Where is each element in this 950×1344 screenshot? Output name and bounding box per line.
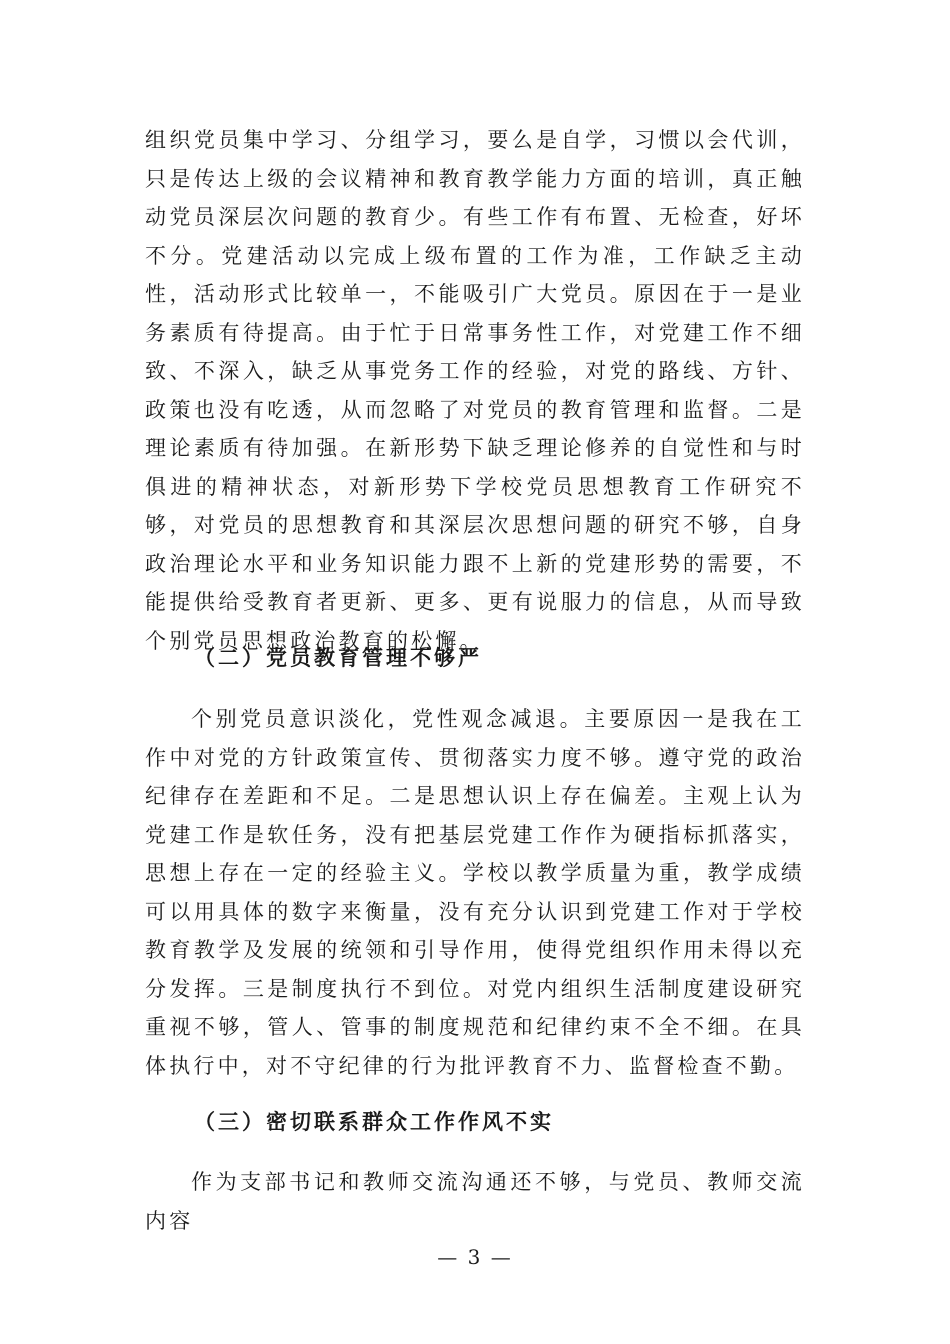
section-heading: （二）党员教育管理不够严 [194,646,482,670]
page-number: — 3 — [437,1245,513,1269]
section-heading: （三）密切联系群众工作作风不实 [194,1110,554,1134]
body-paragraph: 个别党员意识淡化，党性观念减退。主要原因一是我在工作中对党的方针政策宣传、贯彻落实力度不够。遵守党的政治纪律存在差距和不足。二是思想认识上存在偏差。主观上认为党建工作是软任务，没有把基层党建工作作为硬指标抓落实，思想上存在一定的经验主义。学校以教学质量为重，教学成绩可以用具体的数字来衡量，没有充分认识到党建工作对于学校教育教学及发展的统领和引导作用，使得党组织作用未得以充分发挥。三是制度执行不到位。对党内组织生活制度建设研究重视不够，管人、管事的制度规范和纪律约束不全不细。在具体执行中，对不守纪律的行为批评教育不力、监督检查不勤。 [145,707,805,1078]
body-paragraph: 组织党员集中学习、分组学习，要么是自学，习惯以会代训，只是传达上级的会议精神和教育教学能力方面的培训，真正触动党员深层次问题的教育少。有些工作有布置、无检查，好坏不分。党建活动以完成上级布置的工作为准，工作缺乏主动性，活动形式比较单一，不能吸引广大党员。原因在于一是业务素质有待提高。由于忙于日常事务性工作，对党建工作不细致、不深入，缺乏从事党务工作的经验，对党的路线、方针、政策也没有吃透，从而忽略了对党员的教育管理和监督。二是理论素质有待加强。在新形势下缺乏理论修养的自觉性和与时俱进的精神状态，对新形势下学校党员思想教育工作研究不够，对党员的思想教育和其深层次思想问题的研究不够，自身政治理论水平和业务知识能力跟不上新的党建形势的需要，不能提供给受教育者更新、更多、更有说服力的信息，从而导致个别党员思想政治教育的松懈。 [145,128,805,653]
body-paragraph: 作为支部书记和教师交流沟通还不够，与党员、教师交流内容 [145,1170,805,1233]
